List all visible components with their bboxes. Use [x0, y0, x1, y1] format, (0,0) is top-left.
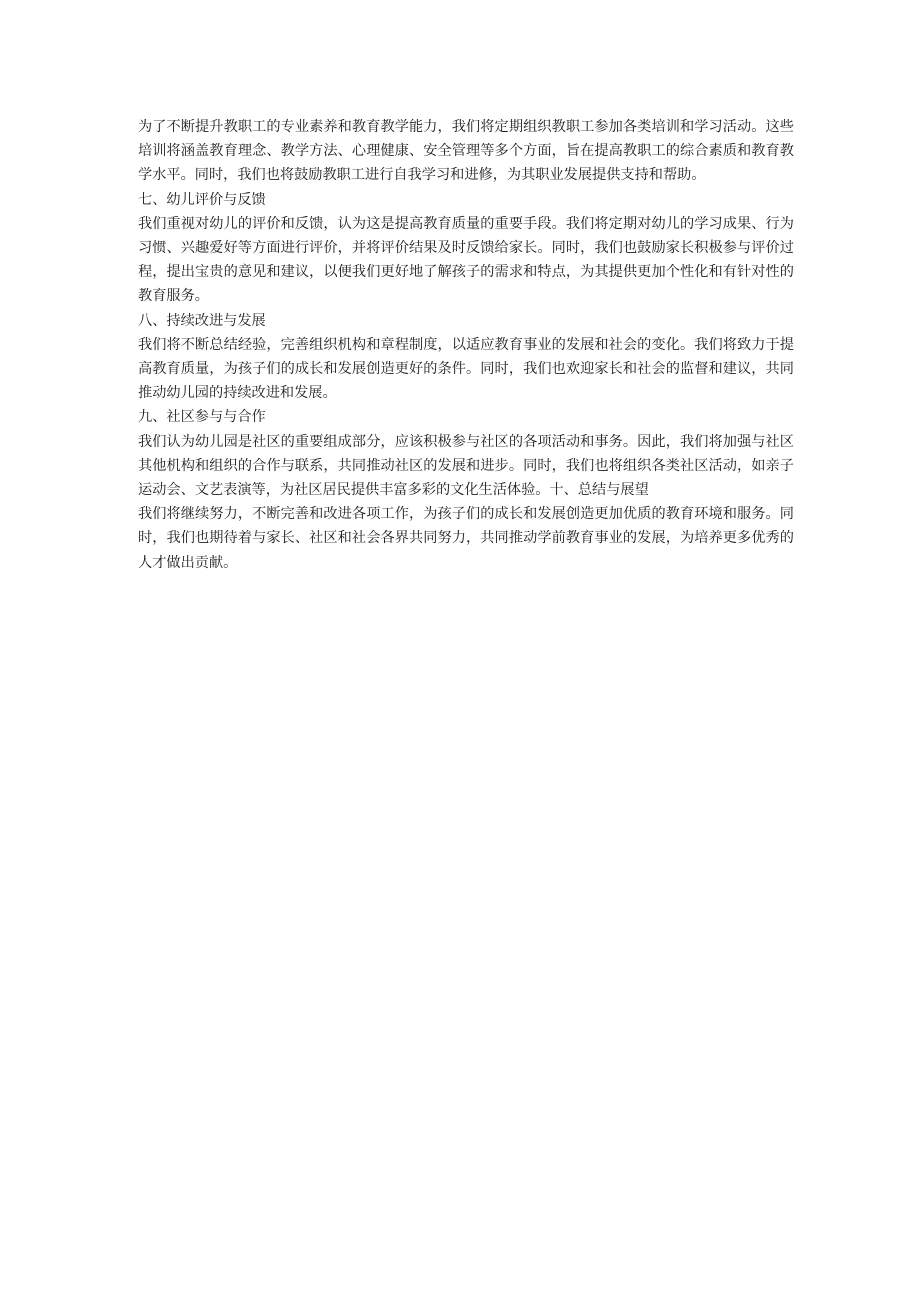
section-heading-8: 八、持续改进与发展 — [138, 312, 266, 329]
paragraph-continuous-improvement: 我们将不断总结经验，完善组织机构和章程制度，以适应教育事业的发展和社会的变化。我们将致力于提高教育质量，为孩子们的成长和发展创造更好的条件。同时，我们也欢迎家长和社会的监督和建议，共同推动幼儿园的持续改进和发展。 — [138, 336, 794, 402]
section-heading-7: 七、幼儿评价与反馈 — [138, 191, 266, 208]
paragraph-child-evaluation: 我们重视对幼儿的评价和反馈，认为这是提高教育质量的重要手段。我们将定期对幼儿的学习成果、行为习惯、兴趣爱好等方面进行评价，并将评价结果及时反馈给家长。同时，我们也鼓励家长积极参与评价过程，提出宝贵的意见和建议，以便我们更好地了解孩子的需求和特点，为其提供更加个性化和有针对性的教育服务。 — [138, 215, 794, 305]
document-page — [138, 115, 794, 575]
section-heading-9: 九、社区参与与合作 — [138, 409, 266, 426]
paragraph-staff-training: 为了不断提升教职工的专业素养和教育教学能力，我们将定期组织教职工参加各类培训和学习活动。这些培训将涵盖教育理念、教学方法、心理健康、安全管理等多个方面，旨在提高教职工的综合素质和教育教学水平。同时，我们也将鼓励教职工进行自我学习和进修，为其职业发展提供支持和帮助。 — [138, 119, 794, 184]
paragraph-conclusion: 我们将继续努力，不断完善和改进各项工作，为孩子们的成长和发展创造更加优质的教育环境和服务。同时，我们也期待着与家长、社区和社会各界共同努力，共同推动学前教育事业的发展，为培养更多优秀的人才做出贡献。 — [138, 506, 794, 571]
paragraph-community: 我们认为幼儿园是社区的重要组成部分，应该积极参与社区的各项活动和事务。因此，我们将加强与社区其他机构和组织的合作与联系，共同推动社区的发展和进步。同时，我们也将组织各类社区活动，如亲子运动会、文艺表演等，为社区居民提供丰富多彩的文化生活体验。十、总结与展望 — [138, 433, 794, 499]
